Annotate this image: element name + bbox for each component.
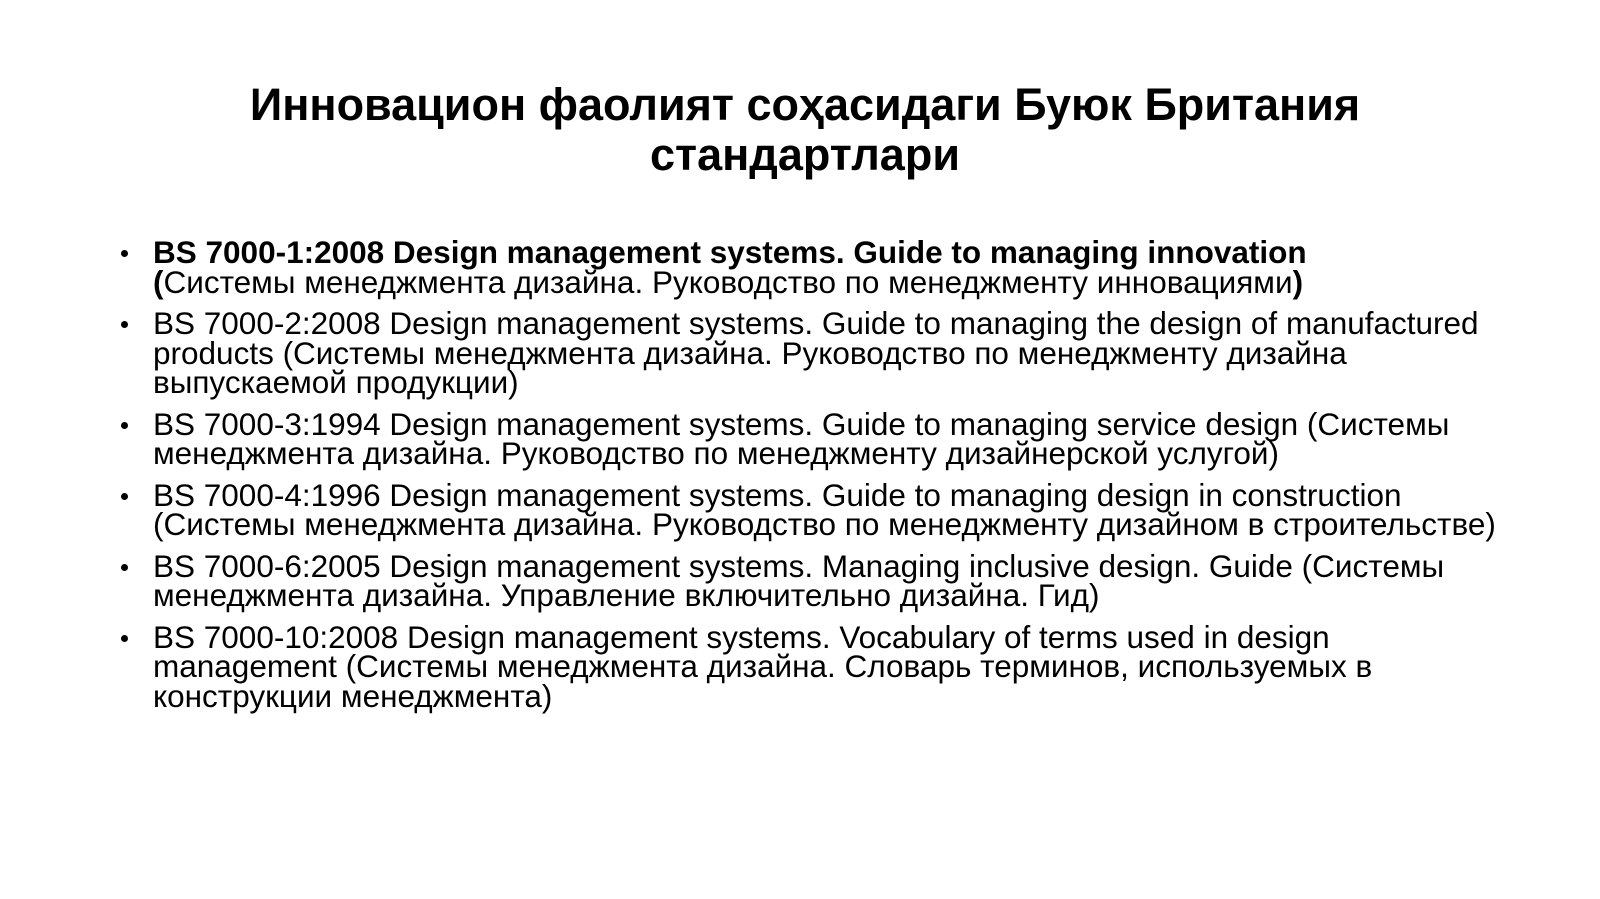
- bullet-item-bold-text: BS 7000-1:2008 Design management systems. Guide to managing innovation: [153, 234, 1307, 270]
- bullet-dot-icon: [121, 493, 128, 500]
- bullet-item-text: BS 7000-10:2008 Design management systems. Vocabulary of terms used in design management (Системы менеджмента дизайна. Словарь терминов, используемых в конструкции менеджмента): [153, 618, 1373, 714]
- bullet-dot-icon: [121, 250, 128, 257]
- bullet-dot-icon: [121, 564, 128, 571]
- bullet-item-bs7000-6: [118, 547, 1498, 613]
- bullet-item-open-paren: (: [153, 263, 164, 300]
- slide-title-line-2: стандартлари: [650, 129, 960, 180]
- bullet-dot-icon: [121, 422, 128, 429]
- bullet-item-text: BS 7000-2:2008 Design management systems. Guide to managing the design of manufactured products (Системы менеджмента дизайна. Руководство по менеджменту дизайна выпускаемой продукции): [153, 305, 1479, 400]
- bullet-item-bs7000-2: [118, 305, 1498, 400]
- bullet-item-bs7000-4: [118, 476, 1498, 542]
- bullet-item-bs7000-10: [118, 618, 1498, 714]
- standards-bullet-list: [118, 234, 1498, 723]
- bullet-item-bs7000-1: [118, 234, 1498, 300]
- slide-title: [150, 80, 1460, 180]
- bullet-item-translation: Системы менеджмента дизайна. Руководство по менеджменту инновациями: [163, 263, 1293, 300]
- bullet-item-text: BS 7000-6:2005 Design management systems. Managing inclusive design. Guide (Системы менеджмента дизайна. Управление включительно дизайна. Гид): [153, 547, 1445, 613]
- bullet-item-text: BS 7000-3:1994 Design management systems. Guide to managing service design (Системы менеджмента дизайна. Руководство по менеджменту дизайнерской услугой): [153, 405, 1450, 471]
- bullet-item-bs7000-3: [118, 405, 1498, 471]
- bullet-dot-icon: [121, 321, 128, 328]
- bullet-item-close-paren: ): [1292, 263, 1304, 300]
- bullet-item-text: BS 7000-4:1996 Design management systems. Guide to managing design in construction (Системы менеджмента дизайна. Руководство по менеджменту дизайном в строительстве): [153, 476, 1496, 542]
- bullet-dot-icon: [121, 635, 128, 642]
- slide-title-line-1: Инновацион фаолият соҳасидаги Буюк Британия: [249, 79, 1361, 130]
